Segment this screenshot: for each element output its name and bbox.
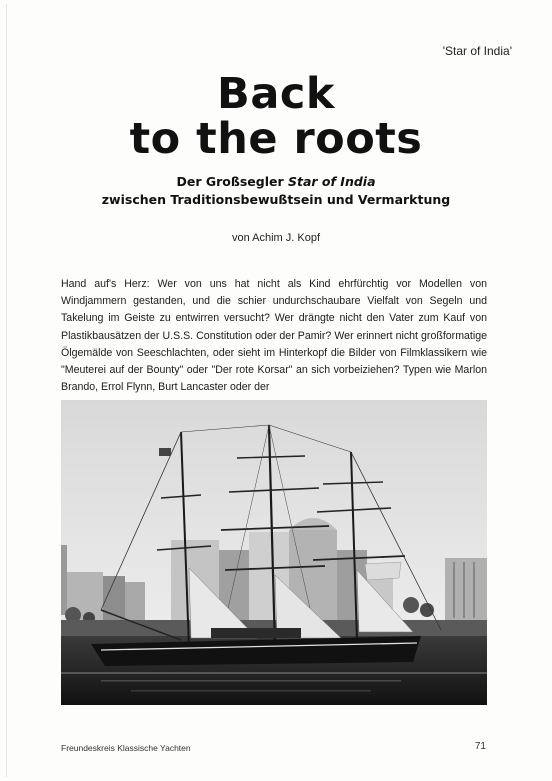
article-body: Hand auf's Herz: Wer von uns hat nicht als Kind ehrfürchtig vor Modellen von Windjammern gestanden, und die schier undurchschaubare Vielfalt von Segeln und Takelung im Geiste zu entwirren versucht? Wer drängte nicht den Vater zum Kauf von Plastikbausätzen der U.S.S. Constitution oder der Pamir? Wer erinnert nicht großformatige Ölgemälde von Seeschlachten, oder sieht im Hinterkopf die Bilder von Filmklassikern wie "Meuterei auf der Bounty" oder "Der rote Korsar" an sich vorbeiziehen? Typen wie Marlon Brando, Errol Flynn, Burt Lancaster oder der [61, 278, 487, 394]
section-tag: 'Star of India' [442, 44, 512, 58]
title-line-2: to the roots [129, 114, 423, 164]
footer-publisher: Freundeskreis Klassische Yachten [61, 743, 191, 753]
subtitle-line-1 [0, 173, 552, 191]
author-byline: von Achim J. Kopf [231, 232, 321, 244]
article-subtitle [0, 173, 552, 209]
article-title [0, 69, 552, 164]
ship-photo [61, 400, 487, 705]
subtitle-prefix: Der Großsegler [176, 174, 288, 189]
subtitle-ship-name: Star of India [288, 174, 376, 189]
title-line-1: Back [217, 69, 335, 119]
subtitle-line-2: zwischen Traditionsbewußtsein und Vermarktung [101, 192, 451, 207]
page-number: 71 [474, 741, 486, 752]
tall-ship-photo-image [61, 400, 487, 705]
